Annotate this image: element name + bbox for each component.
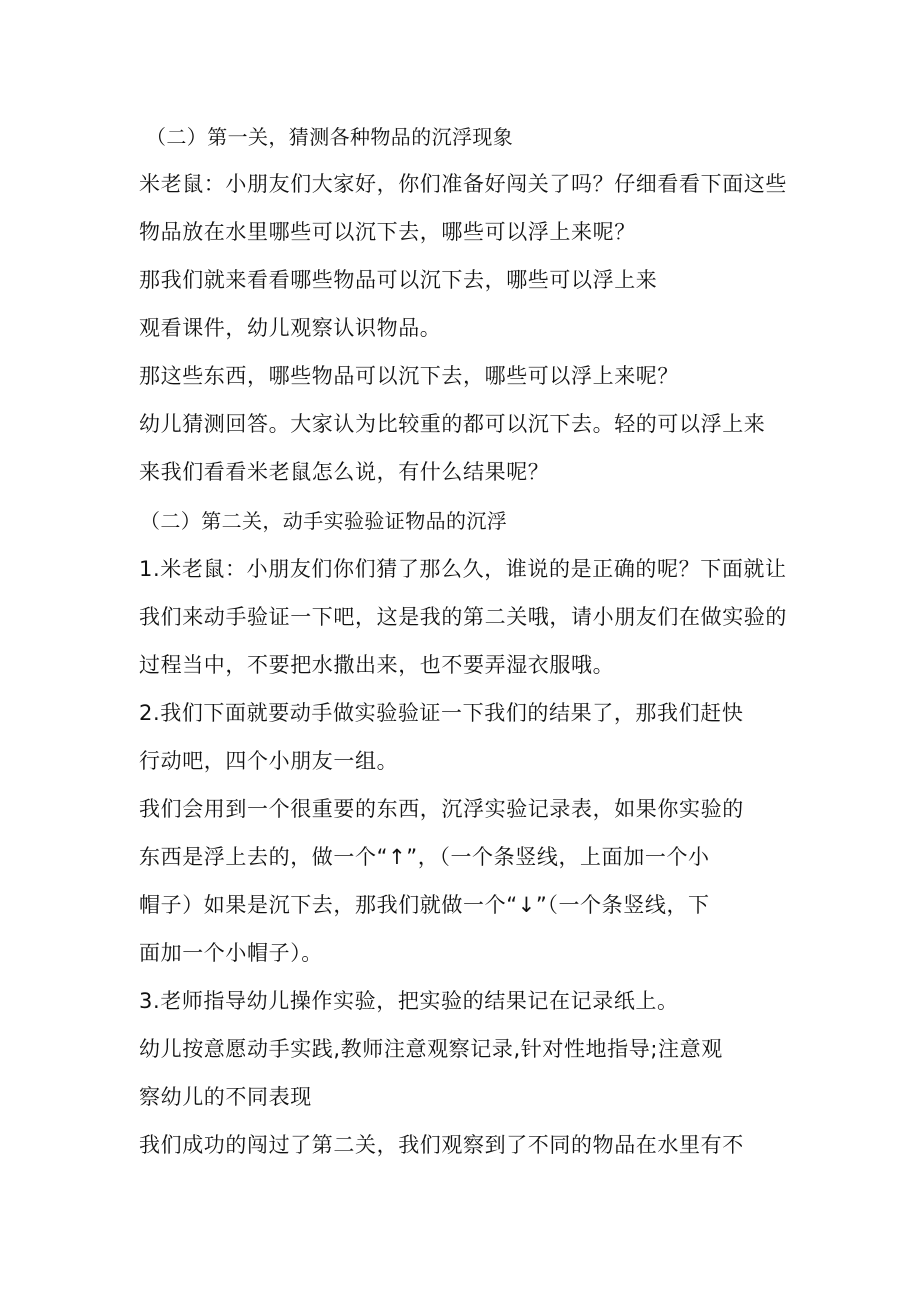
paragraph-line: 帽子）如果是沉下去，那我们就做一个“↓”（一个条竖线，下 (139, 893, 710, 917)
paragraph-line: 幼儿猜测回答。大家认为比较重的都可以沉下去。轻的可以浮上来 (139, 412, 766, 436)
paragraph-line: 1.米老鼠：小朋友们你们猜了那么久，谁说的是正确的呢？下面就让 (139, 557, 787, 581)
paragraph-line: 我们来动手验证一下吧，这是我的第二关哦，请小朋友们在做实验的 (139, 605, 787, 629)
section-heading-2: （二）第二关，动手实验验证物品的沉浮 (140, 509, 508, 533)
paragraph-line: 观看课件，幼儿观察认识物品。 (139, 316, 442, 340)
paragraph-line: 幼儿按意愿动手实践,教师注意观察记录,针对性地指导;注意观 (139, 1037, 723, 1061)
paragraph-line: 米老鼠：小朋友们大家好，你们准备好闯关了吗？仔细看看下面这些 (139, 172, 787, 196)
paragraph-line: 2.我们下面就要动手做实验验证一下我们的结果了，那我们赶快 (139, 701, 744, 725)
paragraph-line: 我们成功的闯过了第二关，我们观察到了不同的物品在水里有不 (139, 1133, 744, 1157)
paragraph-line: 过程当中，不要把水撒出来，也不要弄湿衣服哦。 (139, 653, 615, 677)
paragraph-line: 3.老师指导幼儿操作实验，把实验的结果记在记录纸上。 (139, 989, 679, 1013)
paragraph-line: 察幼儿的不同表现 (139, 1085, 312, 1109)
section-heading-1: （二）第一关，猜测各种物品的沉浮现象 (146, 125, 514, 149)
paragraph-line: 行动吧，四个小朋友一组。 (139, 749, 399, 773)
paragraph-line: 那这些东西，哪些物品可以沉下去，哪些可以浮上来呢？ (139, 364, 679, 388)
paragraph-line: 东西是浮上去的，做一个“↑”，（一个条竖线，上面加一个小 (139, 845, 710, 869)
paragraph-line: 我们会用到一个很重要的东西，沉浮实验记录表，如果你实验的 (139, 797, 744, 821)
paragraph-line: 那我们就来看看哪些物品可以沉下去，哪些可以浮上来 (139, 268, 658, 292)
paragraph-line: 来我们看看米老鼠怎么说，有什么结果呢？ (139, 460, 550, 484)
paragraph-line: 面加一个小帽子）。 (139, 941, 323, 965)
paragraph-line: 物品放在水里哪些可以沉下去，哪些可以浮上来呢？ (139, 220, 636, 244)
